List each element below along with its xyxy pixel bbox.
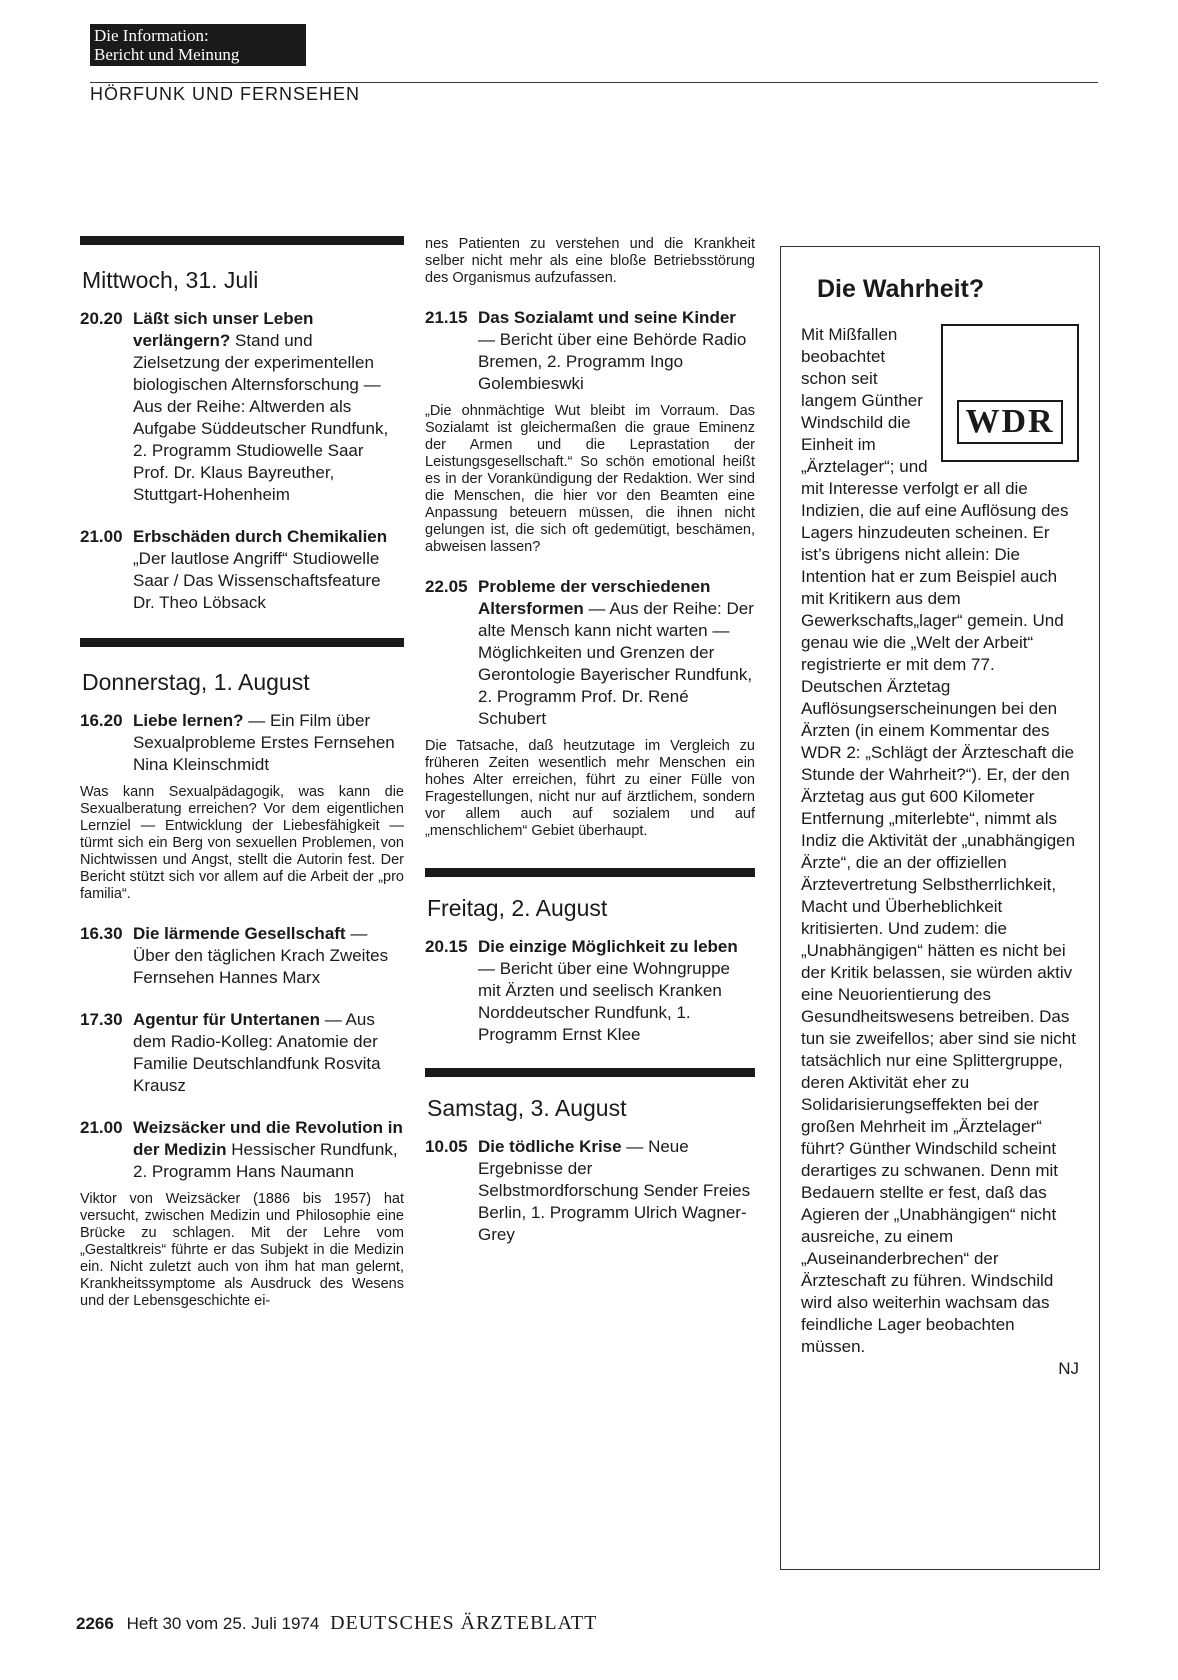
entry-details: Stand und Zielsetzung der experimentellen biologischen Alternsforschung — Aus der Reihe: Altwerden als Aufgabe Süddeutscher Rundfunk, 2. Programm Studiowelle Saar Prof. Dr. Klaus Bayreuther, Stuttgart-Hohenheim (133, 331, 389, 504)
entry-time: 17.30 (80, 1010, 123, 1029)
day-separator-bar (425, 1068, 755, 1077)
program-entry (80, 526, 404, 614)
page-number: 2266 (76, 1614, 114, 1633)
entry-title: Liebe lernen? (133, 711, 244, 730)
entry-time: 16.20 (80, 711, 123, 730)
commentary-text: Mit Mißfallen beobachtet schon seit langem Günther Windschild die Einheit im „Ärztelager“; und mit Interesse verfolgt er all die Indizien, die auf eine Auflösung des Lagers hinzudeuten scheinen. Er ist’s übrigens nicht allein: Die Intention hat er zum Beispiel auch mit Kritikern aus dem Gewerkschafts„lager“ gemein. Und genau wie die „Welt der Arbeit“ registrierte er mit dem 77. Deutschen Ärztetag Auflösungserscheinungen bei den Ärzten (in einem Kommentar des WDR 2: „Schlägt der Ärzteschaft die Stunde der Wahrheit?“). Er, der den Ärztetag aus gut 600 Kilometer Entfernung „miterlebte“, nimmt als Indiz die Aktivität der „unabhängigen Ärzte“, die an der offiziellen Ärztevertretung Selbstherrlichkeit, Macht und Überheblichkeit kritisierten. Und zudem: die „Unabhängigen“ hätten es nicht bei der Kritik belassen, sie würden aktiv eine Neuorientierung des Gesundheitswesens betreiben. Das tun sie zweifellos; aber sind sie nicht tatsächlich nur eine Splittergruppe, deren Aktivität eher zu Solidarisierungseffekten bei der großen Mehrheit im „Ärztelager“ führt? Günther Windschild scheint derartiges zu schwanen. Denn mit Bedauern stellte er fest, daß das Agieren der „Unabhängigen“ nicht ausreiche, zu einem „Auseinanderbrechen“ der Ärzteschaft zu führen. Windschild wird also weiterhin wachsam das feindliche Lager beobachten müssen. (801, 325, 1076, 1356)
column-2 (425, 236, 755, 1266)
entry-details: — Ein Film über Sexualprobleme Erstes Fernsehen Nina Kleinschmidt (133, 711, 395, 774)
entry-title: Erbschäden durch Chemikalien (133, 527, 388, 546)
wdr-logo (941, 324, 1079, 462)
entry-description: Was kann Sexualpädagogik, was kann die Sexualberatung erreichen? Vor dem eigentlichen Lernziel — Entwicklung der Liebesfähigkeit — türmt sich ein Berg von sexuellen Problemen, von Nichtwissen und Angst, stellt die Autorin fest. Der Bericht stützt sich vor allem auf die Arbeit der „pro familia“. (80, 784, 404, 902)
issue-info: Heft 30 vom 25. Juli 1974 (126, 1614, 320, 1633)
entry-time: 22.05 (425, 577, 468, 596)
page-footer (76, 1612, 597, 1635)
entry-description: Viktor von Weizsäcker (1886 bis 1957) hat versucht, zwischen Medizin und Philosophie eine Brücke zu schlagen. Mit der Lehre vom „Gestaltkreis“ führte er das Subjekt in die Medizin ein. Nicht zuletzt auch von ihm hat man gelernt, Krankheitssymptome als Ausdruck des Wesens und der Lebensgeschichte ei- (80, 1191, 404, 1309)
entry-description-continued: nes Patienten zu verstehen und die Krankheit selber nicht mehr als eine bloße Betriebsstörung des Organismus aufzufassen. (425, 236, 755, 286)
entry-title: Probleme der verschiedenen Altersformen (478, 577, 711, 618)
entry-time: 16.30 (80, 924, 123, 943)
entry-title: Die tödliche Krise (478, 1137, 622, 1156)
entry-time: 20.15 (425, 937, 468, 956)
entry-title: Läßt sich unser Leben verlängern? (133, 309, 314, 350)
entry-title: Die lärmende Gesellschaft (133, 924, 346, 943)
entry-description: Die Tatsache, daß heutzutage im Vergleich zu früheren Zeiten wesentlich mehr Menschen ein hohes Alter erreichen, führt zu einer Fülle von Fragestellungen, nicht nur auf ärztlichem, sondern vor allem auch auf sozialem und auf „menschlichem“ Gebiet überhaupt. (425, 738, 755, 839)
day-heading: Donnerstag, 1. August (82, 669, 310, 695)
entry-time: 20.20 (80, 309, 123, 328)
section-title: HÖRFUNK UND FERNSEHEN (90, 84, 361, 104)
column-1 (80, 236, 404, 1330)
entry-details: — Aus der Reihe: Der alte Mensch kann nicht warten — Möglichkeiten und Grenzen der Gerontologie Bayerischer Rundfunk, 2. Programm Prof. Dr. René Schubert (478, 599, 754, 728)
program-entry (80, 1009, 404, 1097)
commentary-box (780, 246, 1100, 1570)
entry-time: 21.00 (80, 527, 123, 546)
program-entry (425, 936, 755, 1046)
day-heading: Freitag, 2. August (427, 895, 608, 921)
entry-time: 21.15 (425, 308, 468, 327)
magazine-name: DEUTSCHES ÄRZTEBLATT (330, 1612, 598, 1634)
entry-title: Die einzige Möglichkeit zu leben (478, 937, 738, 956)
program-entry (80, 923, 404, 989)
entry-details: — Über den täglichen Krach Zweites Fernsehen Hannes Marx (133, 924, 389, 987)
day-separator-bar (80, 236, 404, 245)
entry-time: 21.00 (80, 1118, 123, 1137)
day-heading: Mittwoch, 31. Juli (82, 267, 259, 293)
program-entry (425, 576, 755, 730)
author-initials: NJ (1058, 1359, 1079, 1378)
entry-description: „Die ohnmächtige Wut bleibt im Vorraum. Das Sozialamt ist gleichermaßen die graue Eminenz der Armen und die Leprastation der Leistungsgesellschaft.“ So schön emotional heißt es in der Vorankündigung der Redaktion. Wer sind die Menschen, die hier vor den Beamten eine Anpassung beteuern müssen, die ihnen nicht gelungen ist, die sich oft gedemütigt, beschämen, abweisen lassen? (425, 403, 755, 555)
entry-details: — Bericht über eine Wohngruppe mit Ärzten und seelisch Kranken Norddeutscher Rundfunk, 1. Programm Ernst Klee (478, 959, 731, 1044)
entry-details: Hessischer Rundfunk, 2. Programm Hans Naumann (133, 1140, 398, 1181)
day-separator-bar (80, 638, 404, 647)
entry-details: — Aus dem Radio-Kolleg: Anatomie der Familie Deutschlandfunk Rosvita Krausz (133, 1010, 381, 1095)
entry-title: Das Sozialamt und seine Kinder (478, 308, 736, 327)
program-entry (80, 1117, 404, 1183)
program-entry (425, 307, 755, 395)
commentary-title: Die Wahrheit? (817, 275, 985, 303)
program-entry (80, 710, 404, 776)
entry-title: Agentur für Untertanen (133, 1010, 320, 1029)
program-entry (425, 1136, 755, 1246)
rubric-line-1: Die Information: (94, 26, 209, 45)
day-separator-bar (425, 868, 755, 877)
entry-title: Weizsäcker und die Revolution in der Medizin (133, 1118, 403, 1159)
header-rule (90, 82, 1098, 83)
entry-time: 10.05 (425, 1137, 468, 1156)
entry-details: — Neue Ergebnisse der Selbstmordforschung Sender Freies Berlin, 1. Programm Ulrich Wagner-Grey (478, 1137, 751, 1244)
program-entry (80, 308, 404, 506)
rubric-box (90, 24, 306, 66)
wdr-logo-text: WDR (957, 400, 1062, 444)
entry-details: „Der lautlose Angriff“ Studiowelle Saar / Das Wissenschaftsfeature Dr. Theo Löbsack (133, 549, 381, 612)
rubric-line-2: Bericht und Meinung (94, 45, 240, 64)
entry-details: — Bericht über eine Behörde Radio Bremen, 2. Programm Ingo Golembieswki (478, 330, 747, 393)
day-heading: Samstag, 3. August (427, 1095, 627, 1121)
